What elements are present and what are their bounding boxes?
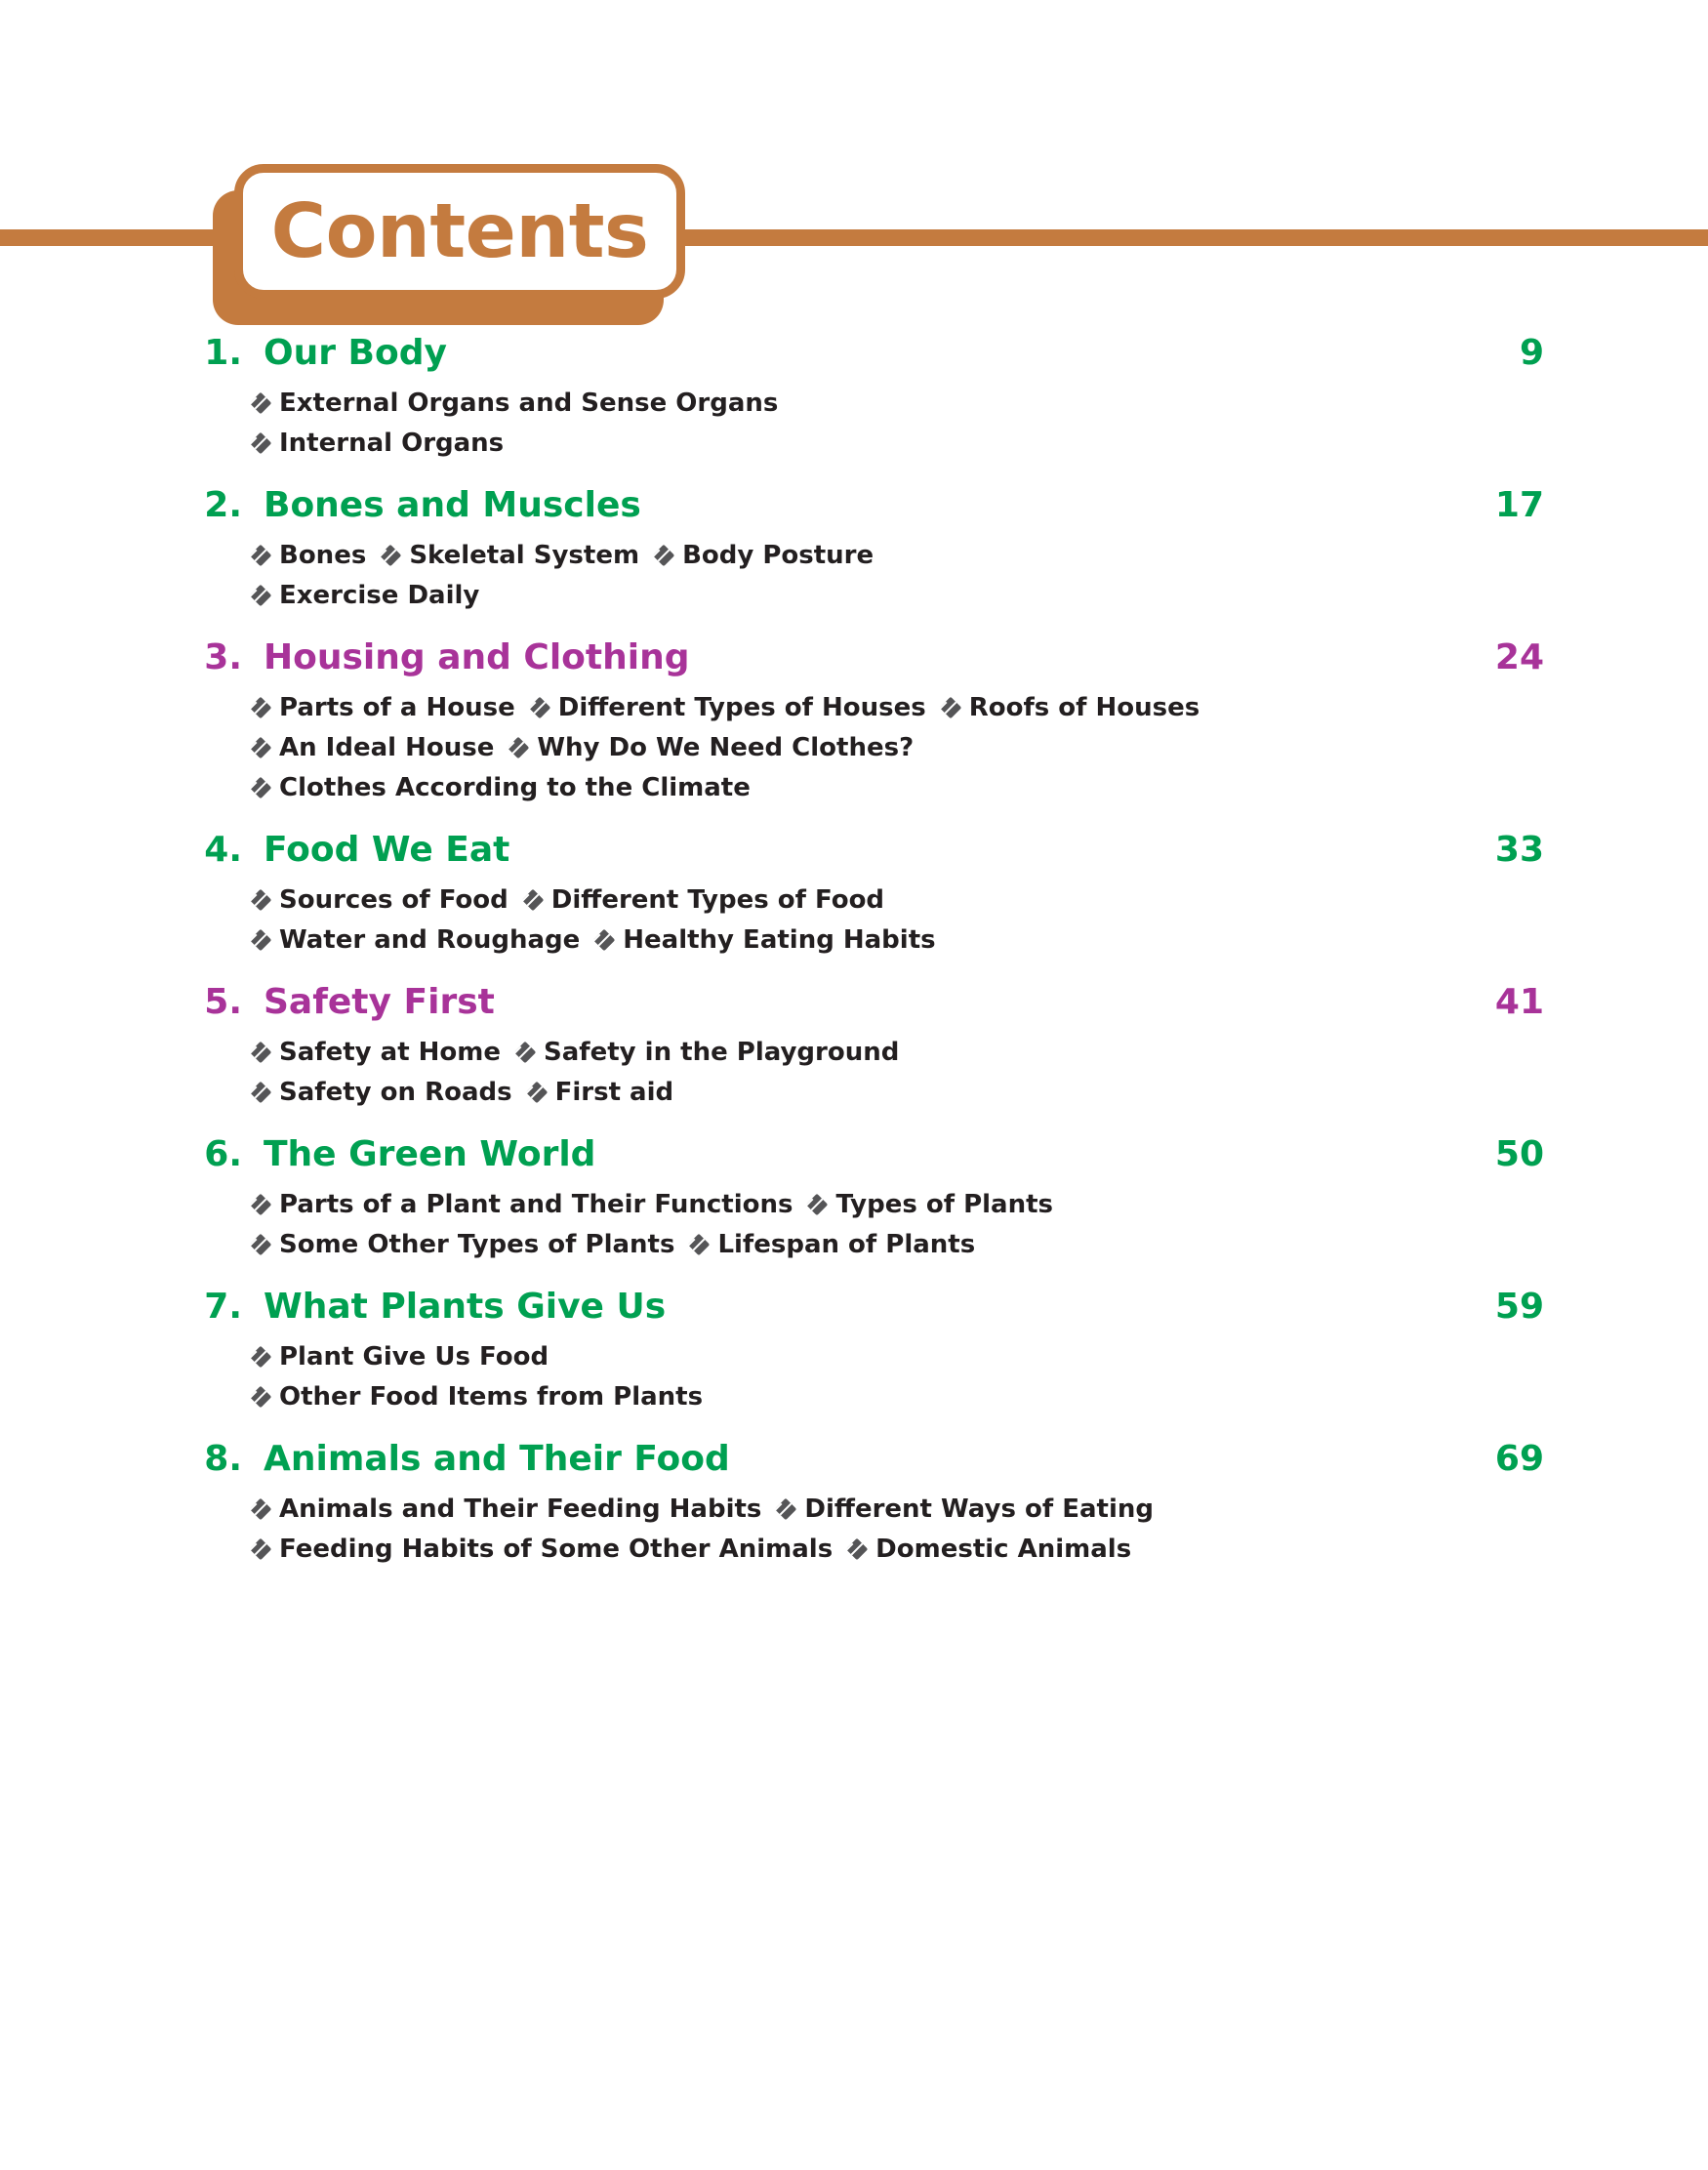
subtopic-label: Different Types of Houses: [557, 692, 926, 722]
chapter-number: 2.: [204, 485, 242, 525]
subtopic-item[interactable]: [848, 1535, 1131, 1564]
chapter-title[interactable]: What Plants Give Us: [264, 1287, 667, 1327]
header-badge: [234, 164, 685, 299]
diamond-bullet-icon: [690, 1236, 708, 1253]
subtopic-item[interactable]: [382, 541, 639, 570]
chapter-page-number: 69: [1494, 1439, 1544, 1479]
subtopic-item[interactable]: [777, 1494, 1154, 1524]
diamond-bullet-icon: [252, 547, 269, 564]
chapter-title[interactable]: Our Body: [264, 333, 447, 373]
subtopic-row: [0, 423, 1708, 463]
subtopic-label: An Ideal House: [279, 732, 495, 762]
diamond-bullet-icon: [252, 1540, 269, 1558]
diamond-bullet-icon: [509, 739, 527, 757]
subtopic-label: Parts of a House: [279, 692, 515, 722]
contents-header: [0, 146, 1708, 332]
diamond-bullet-icon: [848, 1540, 866, 1558]
subtopic-row: [0, 1072, 1708, 1112]
subtopic-label: Internal Organs: [279, 428, 505, 458]
subtopic-label: Lifespan of Plants: [717, 1229, 976, 1259]
subtopic-label: Why Do We Need Clothes?: [537, 732, 915, 762]
subtopic-row: [0, 535, 1708, 575]
diamond-bullet-icon: [252, 1388, 269, 1406]
subtopic-label: Animals and Their Feeding Habits: [279, 1494, 762, 1524]
table-of-contents: [0, 333, 1708, 1594]
subtopic-row: [0, 1336, 1708, 1376]
subtopic-label: Bones: [279, 540, 367, 570]
subtopic-label: Different Types of Food: [550, 884, 885, 915]
subtopic-label: Safety in the Playground: [544, 1037, 900, 1067]
subtopic-label: Types of Plants: [835, 1189, 1054, 1219]
chapter-heading[interactable]: [0, 485, 1708, 535]
chapter-number: 4.: [204, 830, 242, 870]
diamond-bullet-icon: [252, 1348, 269, 1366]
chapter-heading[interactable]: [0, 1134, 1708, 1184]
subtopic-label: Clothes According to the Climate: [279, 772, 751, 802]
subtopic-item[interactable]: [252, 1078, 512, 1107]
subtopic-item[interactable]: [252, 1230, 674, 1259]
chapter-title[interactable]: Animals and Their Food: [264, 1439, 730, 1479]
toc-chapter[interactable]: [0, 333, 1708, 463]
diamond-bullet-icon: [252, 587, 269, 604]
diamond-bullet-icon: [531, 699, 549, 717]
chapter-page-number: 41: [1494, 982, 1544, 1022]
subtopic-row: [0, 920, 1708, 960]
chapter-title[interactable]: Bones and Muscles: [264, 485, 641, 525]
chapter-page-number: 33: [1494, 830, 1544, 870]
chapter-page-number: 24: [1494, 637, 1544, 677]
subtopic-label: Safety at Home: [279, 1037, 502, 1067]
subtopic-label: Some Other Types of Plants: [279, 1229, 675, 1259]
subtopic-item[interactable]: [252, 733, 494, 762]
diamond-bullet-icon: [252, 394, 269, 412]
subtopic-label: Different Ways of Eating: [804, 1494, 1155, 1524]
subtopic-label: Healthy Eating Habits: [623, 924, 936, 955]
subtopic-item[interactable]: [252, 925, 580, 955]
subtopic-row: [0, 767, 1708, 807]
diamond-bullet-icon: [252, 739, 269, 757]
subtopic-label: Other Food Items from Plants: [279, 1381, 704, 1412]
subtopic-label: Plant Give Us Food: [279, 1341, 549, 1372]
subtopic-row: [0, 1376, 1708, 1416]
subtopic-item[interactable]: [595, 925, 935, 955]
subtopic-label: Parts of a Plant and Their Functions: [279, 1189, 793, 1219]
chapter-number: 5.: [204, 982, 242, 1022]
diamond-bullet-icon: [942, 699, 959, 717]
chapter-page-number: 17: [1494, 485, 1544, 525]
chapter-page-number: 50: [1494, 1134, 1544, 1174]
chapter-heading[interactable]: [0, 333, 1708, 383]
subtopic-item[interactable]: [690, 1230, 975, 1259]
subtopic-label: Feeding Habits of Some Other Animals: [279, 1534, 834, 1564]
subtopic-item[interactable]: [252, 581, 479, 610]
subtopic-label: Water and Roughage: [279, 924, 581, 955]
subtopic-label: Safety on Roads: [279, 1077, 512, 1107]
subtopic-item[interactable]: [252, 1038, 501, 1067]
diamond-bullet-icon: [252, 434, 269, 452]
subtopic-row: [0, 1184, 1708, 1224]
chapter-page-number: 59: [1494, 1287, 1544, 1327]
diamond-bullet-icon: [252, 1236, 269, 1253]
chapter-title[interactable]: The Green World: [264, 1134, 596, 1174]
subtopic-label: Exercise Daily: [279, 580, 480, 610]
chapter-title[interactable]: Housing and Clothing: [264, 637, 690, 677]
subtopic-item[interactable]: [252, 1494, 761, 1524]
diamond-bullet-icon: [252, 891, 269, 909]
toc-chapter[interactable]: [0, 485, 1708, 615]
subtopic-item[interactable]: [252, 773, 751, 802]
subtopic-item[interactable]: [252, 1382, 703, 1412]
subtopic-label: External Organs and Sense Organs: [279, 388, 779, 418]
chapter-heading[interactable]: [0, 830, 1708, 880]
diamond-bullet-icon: [252, 1500, 269, 1518]
diamond-bullet-icon: [252, 931, 269, 949]
subtopic-item[interactable]: [252, 1535, 833, 1564]
chapter-page-number: 9: [1519, 333, 1544, 373]
diamond-bullet-icon: [655, 547, 672, 564]
subtopic-item[interactable]: [252, 1190, 793, 1219]
subtopic-label: First aid: [554, 1077, 674, 1107]
toc-chapter[interactable]: [0, 1439, 1708, 1569]
chapter-title[interactable]: Food We Eat: [264, 830, 510, 870]
diamond-bullet-icon: [595, 931, 613, 949]
chapter-title[interactable]: Safety First: [264, 982, 495, 1022]
diamond-bullet-icon: [524, 891, 542, 909]
toc-chapter[interactable]: [0, 982, 1708, 1112]
chapter-number: 1.: [204, 333, 242, 373]
toc-chapter[interactable]: [0, 1134, 1708, 1264]
subtopic-row: [0, 1224, 1708, 1264]
subtopic-item[interactable]: [808, 1190, 1053, 1219]
subtopic-item[interactable]: [516, 1038, 899, 1067]
diamond-bullet-icon: [252, 1084, 269, 1101]
subtopic-row: [0, 1529, 1708, 1569]
diamond-bullet-icon: [808, 1196, 826, 1213]
diamond-bullet-icon: [252, 1196, 269, 1213]
diamond-bullet-icon: [252, 1044, 269, 1061]
diamond-bullet-icon: [252, 779, 269, 797]
subtopic-item[interactable]: [252, 1342, 549, 1372]
chapter-number: 6.: [204, 1134, 242, 1174]
subtopic-row: [0, 1489, 1708, 1529]
subtopic-label: Sources of Food: [279, 884, 508, 915]
subtopic-item[interactable]: [655, 541, 874, 570]
subtopic-item[interactable]: [509, 733, 914, 762]
subtopic-item[interactable]: [252, 541, 366, 570]
subtopic-row: [0, 880, 1708, 920]
subtopic-row: [0, 383, 1708, 423]
chapter-heading[interactable]: [0, 1287, 1708, 1336]
subtopic-item[interactable]: [942, 693, 1200, 722]
subtopic-row: [0, 1032, 1708, 1072]
subtopic-row: [0, 687, 1708, 727]
chapter-number: 8.: [204, 1439, 242, 1479]
diamond-bullet-icon: [516, 1044, 534, 1061]
subtopic-item[interactable]: [252, 885, 508, 915]
page-title: Contents: [270, 187, 649, 275]
chapter-heading[interactable]: [0, 637, 1708, 687]
toc-chapter[interactable]: [0, 830, 1708, 960]
subtopic-label: Body Posture: [682, 540, 874, 570]
diamond-bullet-icon: [252, 699, 269, 717]
diamond-bullet-icon: [382, 547, 399, 564]
toc-chapter[interactable]: [0, 637, 1708, 807]
chapter-heading[interactable]: [0, 1439, 1708, 1489]
subtopic-item[interactable]: [252, 429, 504, 458]
subtopic-label: Skeletal System: [409, 540, 640, 570]
subtopic-label: Domestic Animals: [875, 1534, 1132, 1564]
subtopic-item[interactable]: [528, 1078, 674, 1107]
subtopic-item[interactable]: [531, 693, 926, 722]
chapter-heading[interactable]: [0, 982, 1708, 1032]
chapter-number: 3.: [204, 637, 242, 677]
diamond-bullet-icon: [777, 1500, 794, 1518]
subtopic-item[interactable]: [252, 693, 515, 722]
subtopic-item[interactable]: [524, 885, 884, 915]
subtopic-label: Roofs of Houses: [968, 692, 1200, 722]
diamond-bullet-icon: [528, 1084, 546, 1101]
subtopic-row: [0, 575, 1708, 615]
chapter-number: 7.: [204, 1287, 242, 1327]
toc-chapter[interactable]: [0, 1287, 1708, 1416]
subtopic-item[interactable]: [252, 389, 778, 418]
subtopic-row: [0, 727, 1708, 767]
